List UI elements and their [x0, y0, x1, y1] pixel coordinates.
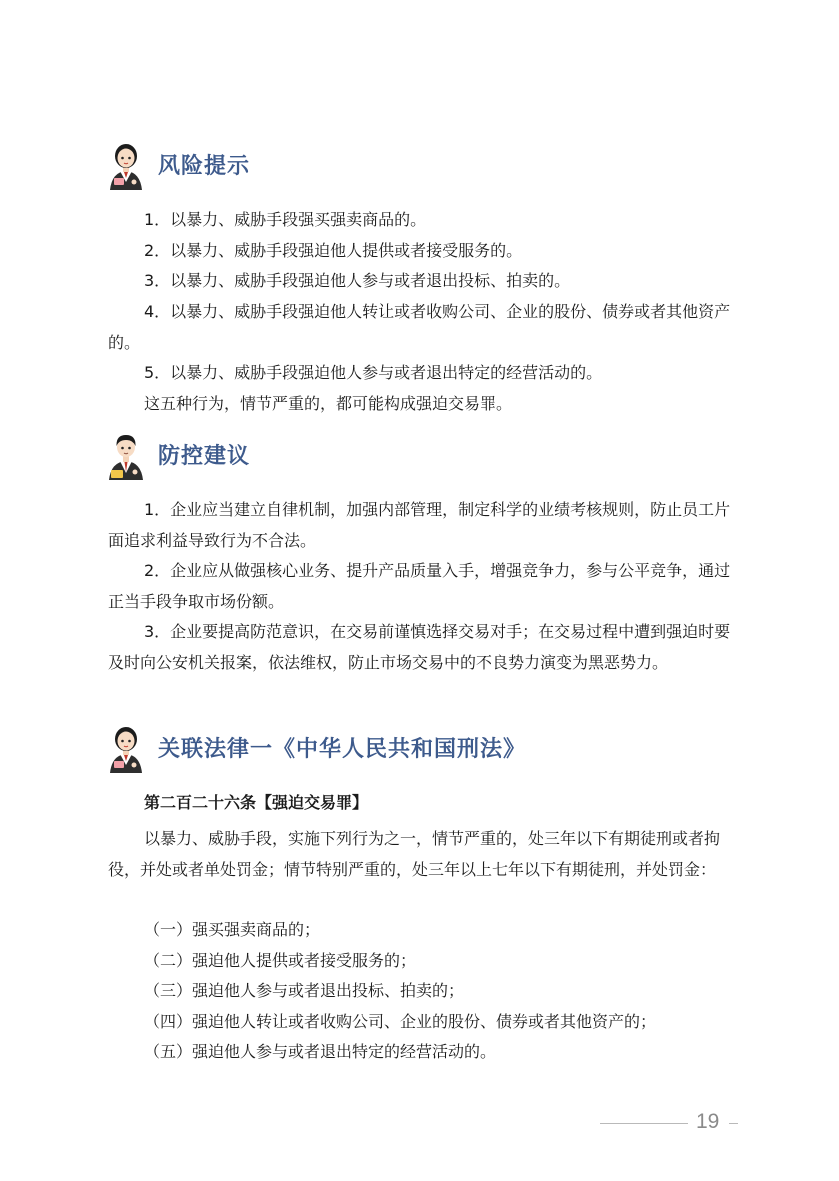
prevention-item-2: 2．企业应从做强核心业务、提升产品质量入手，增强竞争力，参与公平竞争，通过正当手段争取市场份额。 [108, 561, 731, 611]
risk-heading [104, 138, 250, 190]
page-number-rule [600, 1123, 688, 1124]
female-lawyer-icon [104, 138, 148, 190]
risk-item-5: 5．以暴力、威胁手段强迫他人参与或者退出特定的经营活动的。 [144, 363, 603, 382]
risk-item-4: 4．以暴力、威胁手段强迫他人转让或者收购公司、企业的股份、债券或者其他资产的。 [108, 302, 731, 352]
law-clause-4: （四）强迫他人转让或者收购公司、企业的股份、债券或者其他资产的； [144, 1012, 657, 1031]
law-clause-2: （二）强迫他人提供或者接受服务的； [144, 951, 417, 970]
law-clause-3: （三）强迫他人参与或者退出投标、拍卖的； [144, 981, 465, 1000]
female-lawyer-icon [104, 721, 148, 773]
prevention-item-1: 1．企业应当建立自律机制，加强内部管理，制定科学的业绩考核规则，防止员工片面追求利益导致行为不合法。 [108, 500, 731, 550]
risk-item-2: 2．以暴力、威胁手段强迫他人提供或者接受服务的。 [144, 241, 523, 260]
page-number-tick [729, 1123, 738, 1124]
article-body: 以暴力、威胁手段，实施下列行为之一，情节严重的，处三年以下有期徒刑或者拘役，并处或者单处罚金；情节特别严重的，处三年以上七年以下有期徒刑，并处罚金： [108, 829, 721, 879]
law-title: 关联法律一《中华人民共和国刑法》 [158, 736, 527, 762]
law-clause-1: （一）强买强卖商品的； [144, 920, 321, 939]
prevention-title: 防控建议 [158, 443, 251, 469]
risk-item-1: 1．以暴力、威胁手段强买强卖商品的。 [144, 210, 427, 229]
law-clause-5: （五）强迫他人参与或者退出特定的经营活动的。 [144, 1042, 497, 1061]
risk-title: 风险提示 [158, 153, 251, 179]
article-title: 第二百二十六条【强迫交易罪】 [144, 793, 369, 812]
prevention-item-3: 3．企业要提高防范意识，在交易前谨慎选择交易对手；在交易过程中遭到强迫时要及时向公安机关报案，依法维权，防止市场交易中的不良势力演变为黑恶势力。 [108, 622, 731, 672]
male-lawyer-icon [104, 428, 148, 480]
prevention-heading [104, 428, 250, 480]
risk-item-3: 3．以暴力、威胁手段强迫他人参与或者退出投标、拍卖的。 [144, 271, 571, 290]
risk-summary: 这五种行为，情节严重的，都可能构成强迫交易罪。 [144, 394, 513, 413]
law-heading [104, 721, 526, 773]
page-number: 19 [696, 1110, 720, 1133]
